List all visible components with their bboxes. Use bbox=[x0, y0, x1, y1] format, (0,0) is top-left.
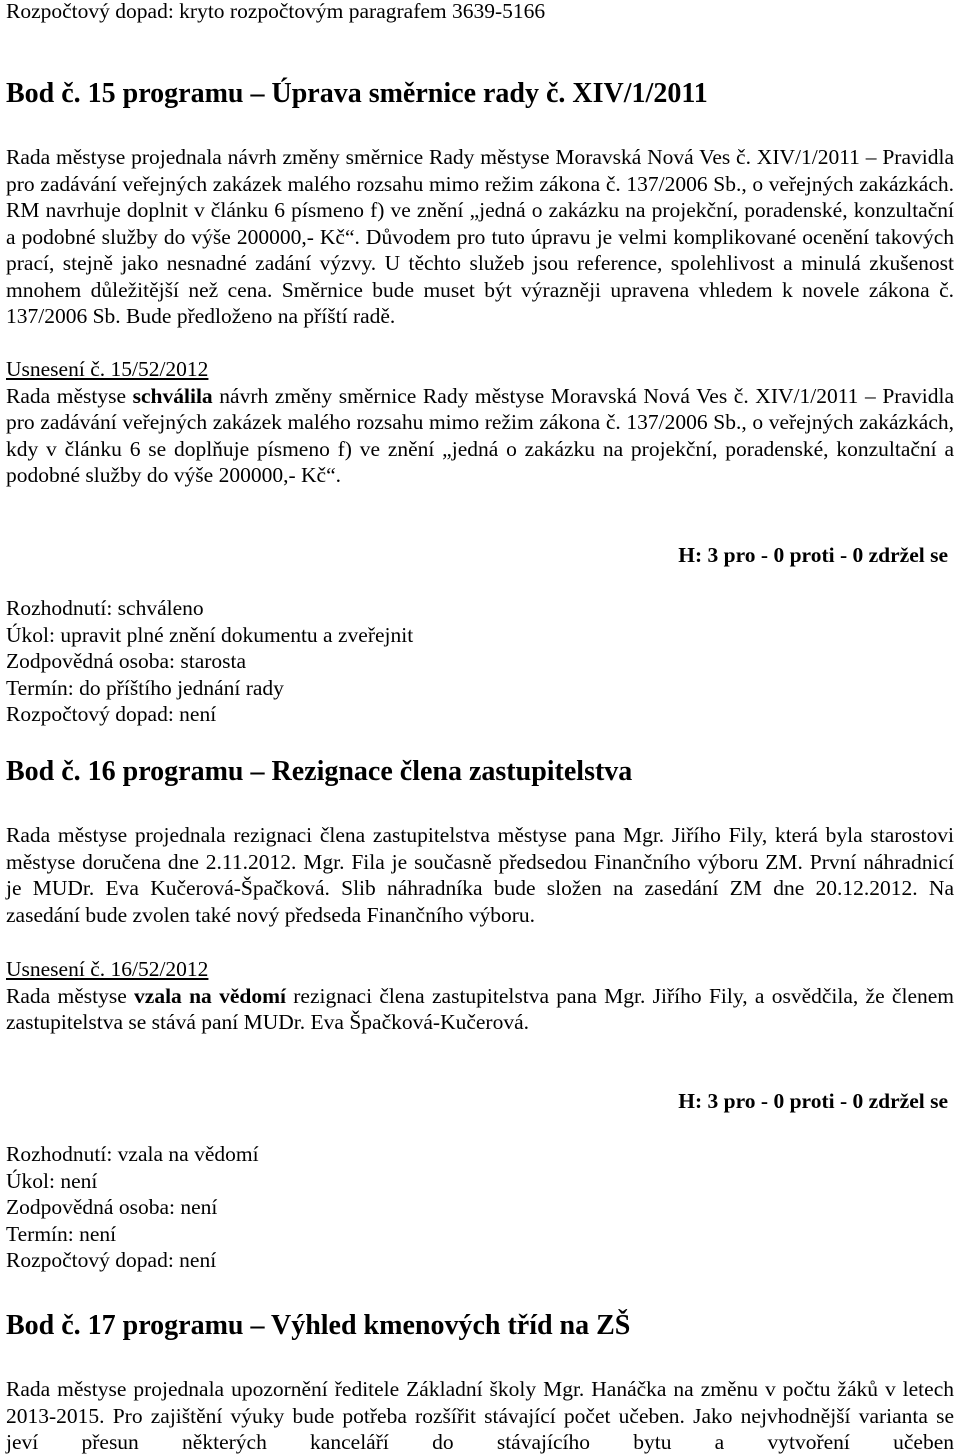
task-line: Úkol: upravit plné znění dokumentu a zveřejnit bbox=[6, 622, 414, 647]
item-15-heading: Bod č. 15 programu – Úprava směrnice rady č. XIV/1/2011 bbox=[6, 78, 708, 109]
budget-impact-text: Rozpočtový dopad: kryto rozpočtovým paragrafem 3639-5166 bbox=[6, 0, 546, 23]
item-16-paragraph bbox=[6, 822, 954, 928]
budget-line: Rozpočtový dopad: není bbox=[6, 702, 217, 726]
item-16-paragraph-text: Rada městyse projednala rezignaci člena zastupitelstva městyse pana Mgr. Jiřího Fily, která byla starostovi městyse doručena dne 2.11.2012. Mgr. Fila je současně předsedou Finančního výboru ZM. První náhradnicí je MUDr. Eva Kučerová-Špačková. Slib náhradníka bude složen na zasedání ZM dne 20.12.2012. Na zasedání bude zvolen také nový předseda Finančního výboru. bbox=[6, 823, 954, 927]
budget-line: Rozpočtový dopad: není bbox=[6, 1248, 217, 1272]
resolution-verb: schválila bbox=[132, 383, 213, 408]
item-15-paragraph-part-b: Důvodem pro tuto úpravu je velmi komplikované ocenění takových prací, stejně jako nesnadné zadání výzvy. U těchto služeb jsou reference, spolehlivost a minulá zkušenost mnohem důležitější než cena. Směrnice bude muset být výrazněji upravena vhledem k novele zákona č. 137/2006 Sb. Bude předloženo na příští radě. bbox=[6, 224, 954, 328]
responsible-person-line: Zodpovědná osoba: starosta bbox=[6, 649, 247, 673]
decision-line: Rozhodnutí: schváleno bbox=[6, 596, 204, 620]
budget-impact-line bbox=[6, 0, 954, 25]
item-16-resolution bbox=[6, 956, 954, 1036]
item-16-details bbox=[6, 1141, 954, 1274]
item-17-heading: Bod č. 17 programu – Výhled kmenových tříd na ZŠ bbox=[6, 1310, 631, 1341]
resolution-label: Usnesení č. 16/52/2012 bbox=[6, 957, 209, 981]
item-15-resolution bbox=[6, 356, 954, 489]
resolution-text-pre: Rada městyse bbox=[6, 983, 135, 1008]
resolution-verb: vzala na vědomí bbox=[134, 983, 286, 1008]
deadline-line: Termín: do příštího jednání rady bbox=[6, 675, 284, 700]
item-15-paragraph bbox=[6, 144, 954, 330]
resolution-text-pre: Rada městyse bbox=[6, 383, 133, 408]
item-16-vote: H: 3 pro - 0 proti - 0 zdržel se bbox=[678, 1089, 948, 1113]
decision-line: Rozhodnutí: vzala na vědomí bbox=[6, 1142, 259, 1166]
resolution-text-post: rezignaci člena zastupitelstva pana Mgr. Jiřího Fily, a osvědčila, že členem zastupitelstva se stává paní MUDr. Eva Špačková-Kučerová. bbox=[6, 983, 955, 1034]
item-15-details bbox=[6, 595, 954, 728]
item-17-paragraph bbox=[6, 1376, 954, 1456]
item-17-paragraph-text: Rada městyse projednala upozornění ředitele Základní školy Mgr. Hanáčka na změnu v počtu žáků v letech 2013-2015. Pro zajištění výuky bude potřeba rozšířit stávající počet učeben. Jako nejvhodnější varianta se jeví přesun některých kanceláří do stávajícího bytu a vytvoření učeben bbox=[6, 1377, 954, 1454]
responsible-person-line: Zodpovědná osoba: není bbox=[6, 1195, 218, 1219]
item-15-paragraph-part-a: Rada městyse projednala návrh změny směrnice Rady městyse Moravská Nová Ves č. XIV/1/2011 – Pravidla pro zadávání veřejných zakázek malého rozsahu mimo režim zákona č. 137/2006 Sb., o veřejných zakázkách. RM navrhuje doplnit v článku 6 písmeno f) ve znění „jedná o zakázku na projekční, poradenské, konzultační a podobné služby do výše 200000,- Kč“. bbox=[6, 145, 954, 249]
deadline-line: Termín: není bbox=[6, 1221, 117, 1246]
item-16-heading: Bod č. 16 programu – Rezignace člena zastupitelstva bbox=[6, 756, 633, 787]
task-line: Úkol: není bbox=[6, 1168, 98, 1193]
item-15-vote: H: 3 pro - 0 proti - 0 zdržel se bbox=[678, 543, 948, 567]
resolution-text-post: návrh změny směrnice Rady městyse Moravská Nová Ves č. XIV/1/2011 – Pravidla pro zadávání veřejných zakázek malého rozsahu mimo režim zákona č. 137/2006 Sb., o veřejných zakázkách, kdy v článku 6 se doplňuje písmeno f) ve znění „jedná o zakázku na projekční, poradenské, konzultační a podobné služby do výše 200000,- Kč“. bbox=[6, 383, 954, 487]
resolution-label: Usnesení č. 15/52/2012 bbox=[6, 357, 209, 381]
